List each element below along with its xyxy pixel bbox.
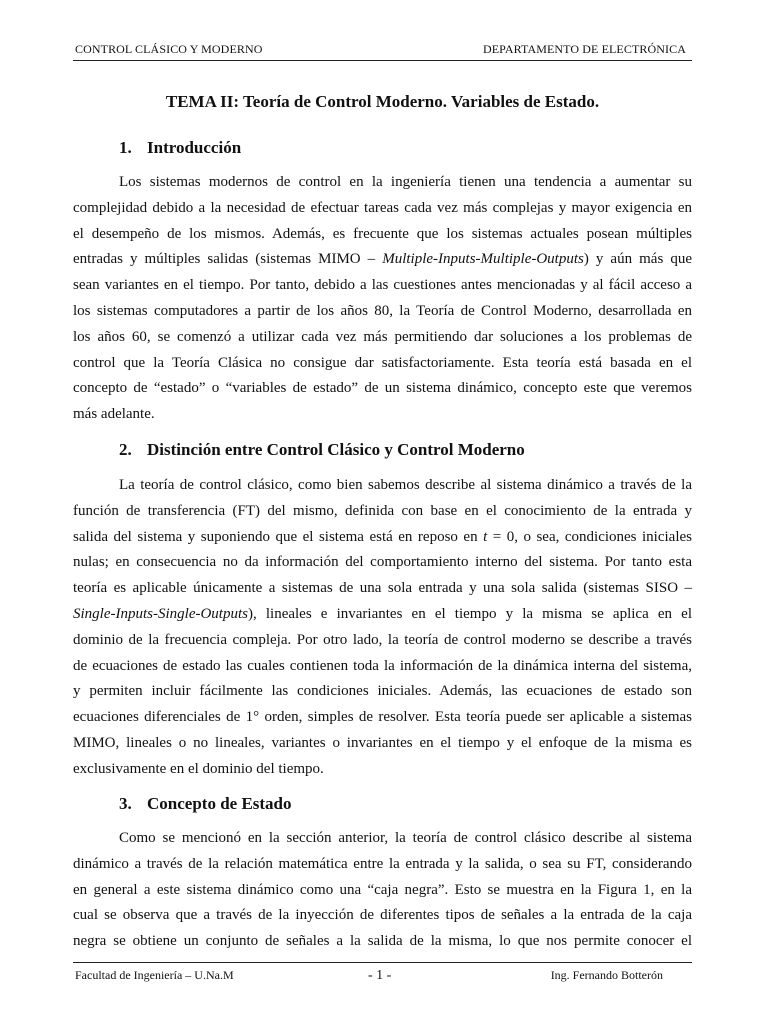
text-line: los años 60, se comenzó a utilizar cada vez más permitiendo dar soluciones a los problemas de	[73, 328, 692, 345]
section-title: Introducción	[147, 138, 242, 157]
section-heading-concepto-estado	[119, 794, 292, 814]
text-line: dominio de la frecuencia compleja. Por otro lado, la teoría de control moderno se describe a través	[73, 631, 692, 648]
footer-rule	[73, 962, 692, 963]
text-line	[73, 247, 692, 273]
text-line: nulas; en consecuencia no da información del comportamiento interno del sistema. Por tanto esta	[73, 554, 692, 571]
section-number: 3.	[119, 794, 132, 813]
text-line: los sistemas computadores a partir de los años 80, la Teoría de Control Moderno, desarrollada en	[73, 302, 692, 319]
text-line: Los sistemas modernos de control en la ingeniería tienen una tendencia a aumentar su	[119, 174, 692, 190]
section-number: 2.	[119, 440, 132, 459]
italic-term: t	[483, 528, 488, 545]
text-line: La teoría de control clásico, como bien sabemos describe al sistema dinámico a través de la	[119, 477, 692, 493]
footer-right: Ing. Fernando Botterón	[550, 968, 663, 982]
text-line: más adelante.	[73, 406, 155, 423]
text-line: complejidad debido a la necesidad de efectuar tareas cada vez más complejas y mayor exigencia en	[73, 199, 692, 216]
text-run: = 0, o sea, condiciones iniciales	[487, 528, 692, 545]
running-header-left: CONTROL CLÁSICO Y MODERNO	[75, 42, 263, 56]
section-title: Distinción entre Control Clásico y Control Moderno	[147, 440, 525, 459]
header-rule	[73, 60, 692, 61]
text-line: Como se mencionó en la sección anterior, la teoría de control clásico describe al sistema	[119, 830, 692, 846]
section-heading-introduccion	[119, 138, 241, 158]
paragraph-introduccion	[73, 170, 692, 428]
text-line: y permiten incluir fácilmente las condiciones iniciales. Además, las ecuaciones de estado son	[73, 683, 692, 700]
paragraph-concepto-estado	[73, 826, 692, 955]
running-header-right: DEPARTAMENTO DE ELECTRÓNICA	[482, 42, 686, 56]
text-line: dinámico a través de la relación matemática entre la entrada y la salida, o sea su FT, considerando	[73, 855, 692, 872]
document-title: TEMA II: Teoría de Control Moderno. Variables de Estado.	[165, 92, 600, 111]
text-run: entradas y múltiples salidas (sistemas MIMO –	[73, 251, 383, 268]
text-line: el desempeño de los mismos. Además, es frecuente que los sistemas actuales posean múltiples	[73, 225, 692, 242]
text-line: en general a este sistema dinámico como una “caja negra”. Esto se muestra en la Figura 1, en la	[73, 881, 692, 898]
text-run: ), lineales e invariantes en el tiempo y la misma se aplica en el	[247, 605, 692, 622]
text-line: concepto de “estado” o “variables de estado” de un sistema dinámico, concepto este que veremos	[73, 380, 692, 397]
text-line	[73, 525, 692, 551]
section-heading-distincion	[119, 440, 525, 460]
text-line: MIMO, lineales o no lineales, variantes o invariantes en el tiempo y el enfoque de la misma es	[73, 734, 692, 751]
text-run: ) y aún más que	[583, 251, 692, 268]
text-line: control que la Teoría Clásica no consigue dar satisfactoriamente. Esta teoría está basada en el	[73, 354, 692, 371]
italic-term: Single-Inputs-Single-Outputs	[73, 605, 248, 622]
text-line	[73, 602, 692, 628]
section-title: Concepto de Estado	[147, 794, 292, 813]
italic-term: Multiple-Inputs-Multiple-Outputs	[382, 251, 584, 268]
paragraph-distincion	[73, 473, 692, 783]
text-line: sean variantes en el tiempo. Por tanto, debido a las cuestiones antes mencionadas y al fácil acceso a	[73, 277, 692, 294]
text-run: salida del sistema y suponiendo que el sistema está en reposo en	[73, 528, 484, 545]
text-line: de ecuaciones de estado las cuales contienen toda la información de la dinámica interna del sistema,	[73, 657, 692, 674]
footer-left: Facultad de Ingeniería – U.Na.M	[75, 968, 234, 982]
page-number: - 1 -	[368, 968, 392, 983]
text-line: negra se obtiene un conjunto de señales a la salida de la misma, lo que nos permite conocer el	[73, 933, 692, 950]
text-line: función de transferencia (FT) del mismo, definida con base en el conocimiento de la entrada y	[73, 502, 692, 519]
section-number: 1.	[119, 138, 132, 157]
text-line: teoría es aplicable únicamente a sistemas de una sola entrada y una sola salida (sistemas SISO –	[73, 580, 692, 597]
text-line: exclusivamente en el dominio del tiempo.	[73, 760, 324, 777]
text-line: ecuaciones diferenciales de 1° orden, simples de resolver. Esta teoría puede ser aplicable a sistemas	[73, 709, 692, 726]
text-line: cual se observa que a través de la inyección de diferentes tipos de señales a la entrada de la caja	[73, 907, 692, 924]
